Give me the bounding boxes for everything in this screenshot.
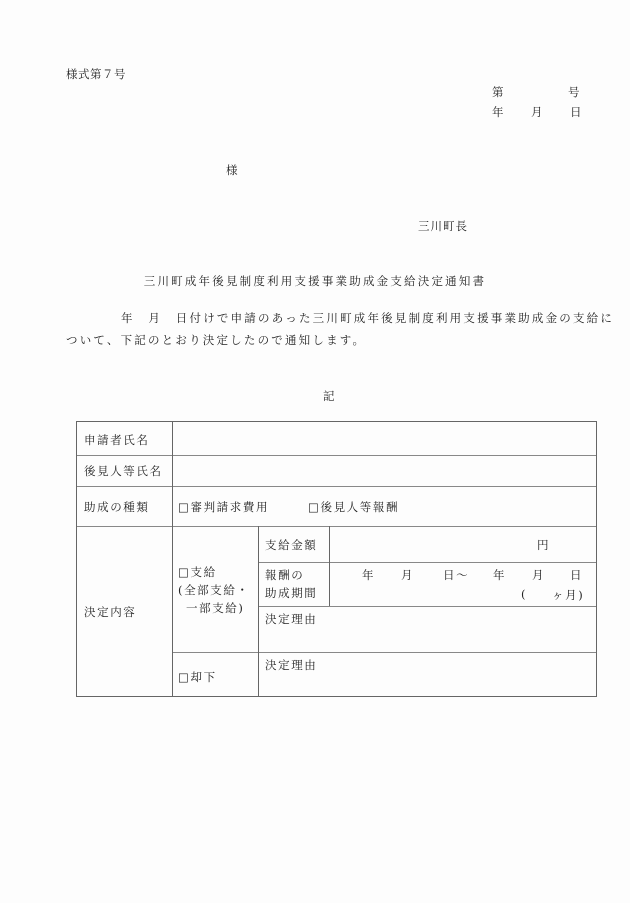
guardian-name-label: 後見人等氏名 [84,464,163,478]
period-from-month: 月 [401,568,415,582]
applicant-name-field[interactable] [173,422,596,455]
approve-note-line-1: (全部支給・ [178,583,250,597]
period-months-open: ( [521,587,528,601]
amount-label: 支給金額 [265,538,318,552]
applicant-name-label: 申請者氏名 [84,433,150,447]
checkbox-approve[interactable]: □支給 [178,565,217,579]
period-from-day: 日～ [443,568,470,582]
checkbox-reject[interactable]: □却下 [178,670,217,684]
row-divider [259,562,596,563]
period-label-line-2: 助成期間 [265,586,318,600]
checkbox-trial-request-cost[interactable]: □審判請求費用 [178,500,270,514]
date-month: 月 [531,105,543,119]
period-to-day: 日 [570,568,584,582]
approve-reason-label: 決定理由 [265,612,318,626]
form-number: 様式第７号 [66,67,126,81]
period-months-close: ヶ月) [552,588,585,602]
body-text-line-2: ついて、下記のとおり決定したので通知します。 [66,333,367,347]
document-title: 三川町成年後見制度利用支援事業助成金支給決定通知書 [143,274,487,288]
doc-number-prefix: 第 [492,85,504,99]
decision-table [76,421,597,697]
amount-field[interactable] [330,527,596,562]
body-text-line-1: 年 月 日付けで申請のあった三川町成年後見制度利用支援事業助成金の支給に [121,311,615,325]
date-year: 年 [492,105,504,119]
reject-reason-field[interactable] [259,653,596,696]
approve-note-line-2: 一部支給) [186,601,245,615]
doc-number-suffix: 号 [568,85,580,99]
addressee-suffix: 様 [226,163,238,177]
ki-heading: 記 [323,389,335,403]
subsidy-type-label: 助成の種類 [84,500,150,514]
checkbox-guardian-fee[interactable]: □後見人等報酬 [308,500,400,514]
guardian-name-field[interactable] [173,456,596,486]
period-to-year: 年 [493,568,507,582]
date-day: 日 [570,105,582,119]
reject-reason-label: 決定理由 [265,658,318,672]
period-to-month: 月 [532,568,546,582]
issuer: 三川町長 [418,219,468,233]
decision-label: 決定内容 [84,605,137,619]
approve-reason-field[interactable] [259,607,596,652]
row-divider [77,486,596,487]
amount-unit: 円 [537,538,551,552]
period-label-line-1: 報酬の [265,568,305,582]
period-from-year: 年 [362,568,376,582]
